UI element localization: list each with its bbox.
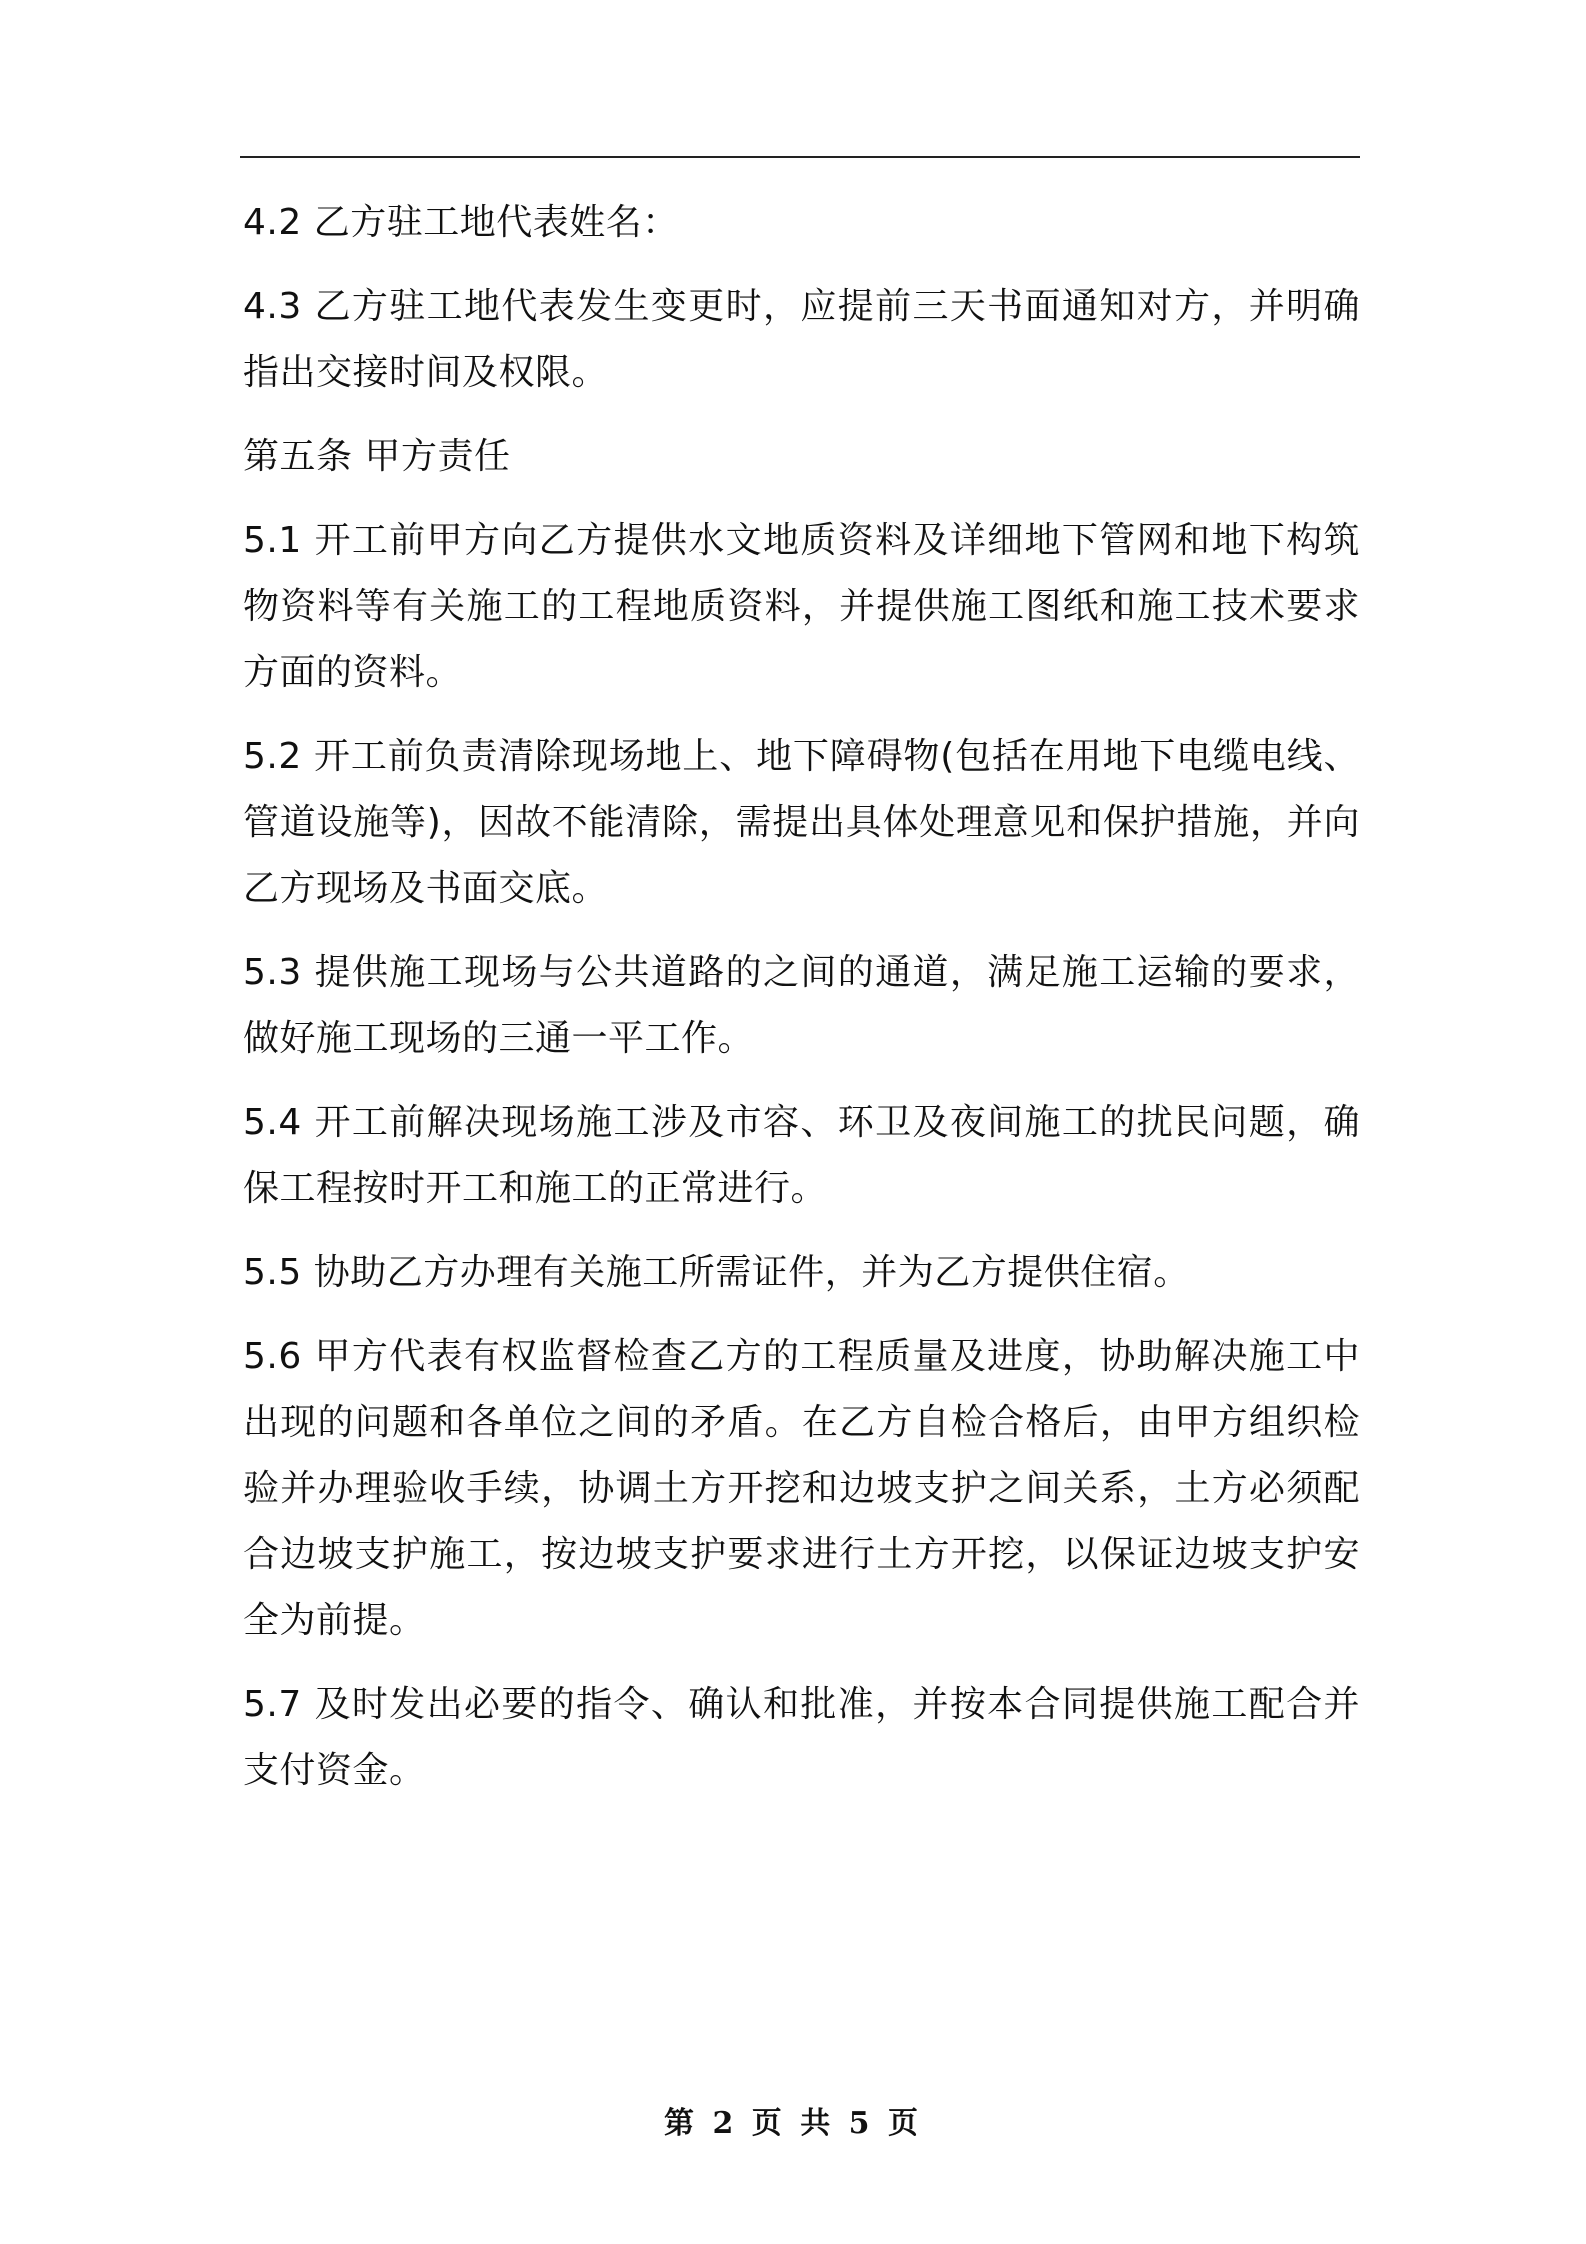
paragraph-4-2: 4.2 乙方驻工地代表姓名： — [243, 202, 679, 243]
paragraph-5-2: 5.2 开工前负责清除现场地上、地下障碍物(包括在用地下电缆电线、管道设施等)，因故不能清除，需提出具体处理意见和保护措施，并向乙方现场及书面交底。 — [243, 736, 1360, 909]
paragraph-5-4: 5.4 开工前解决现场施工涉及市容、环卫及夜间施工的扰民问题，确保工程按时开工和施工的正常进行。 — [243, 1102, 1360, 1209]
paragraph-5-1: 5.1 开工前甲方向乙方提供水文地质资料及详细地下管网和地下构筑物资料等有关施工的工程地质资料，并提供施工图纸和施工技术要求方面的资料。 — [243, 520, 1360, 693]
paragraph-5-5: 5.5 协助乙方办理有关施工所需证件，并为乙方提供住宿。 — [243, 1252, 1190, 1293]
header-rule — [240, 156, 1360, 158]
document-body — [243, 190, 1360, 1822]
section-heading-article-5: 第五条 甲方责任 — [243, 436, 511, 477]
paragraph-5-6: 5.6 甲方代表有权监督检查乙方的工程质量及进度，协助解决施工中出现的问题和各单位之间的矛盾。在乙方自检合格后，由甲方组织检验并办理验收手续，协调土方开挖和边坡支护之间关系，土方必须配合边坡支护施工，按边坡支护要求进行土方开挖，以保证边坡支护安全为前提。 — [243, 1336, 1360, 1641]
paragraph-5-3: 5.3 提供施工现场与公共道路的之间的通道，满足施工运输的要求，做好施工现场的三通一平工作。 — [243, 952, 1360, 1059]
page-number: 第 2 页 共 5 页 — [664, 2106, 922, 2141]
paragraph-5-7: 5.7 及时发出必要的指令、确认和批准，并按本合同提供施工配合并支付资金。 — [243, 1684, 1360, 1791]
paragraph-4-3: 4.3 乙方驻工地代表发生变更时，应提前三天书面通知对方，并明确指出交接时间及权限。 — [243, 286, 1360, 393]
page-footer — [0, 2098, 1586, 2142]
